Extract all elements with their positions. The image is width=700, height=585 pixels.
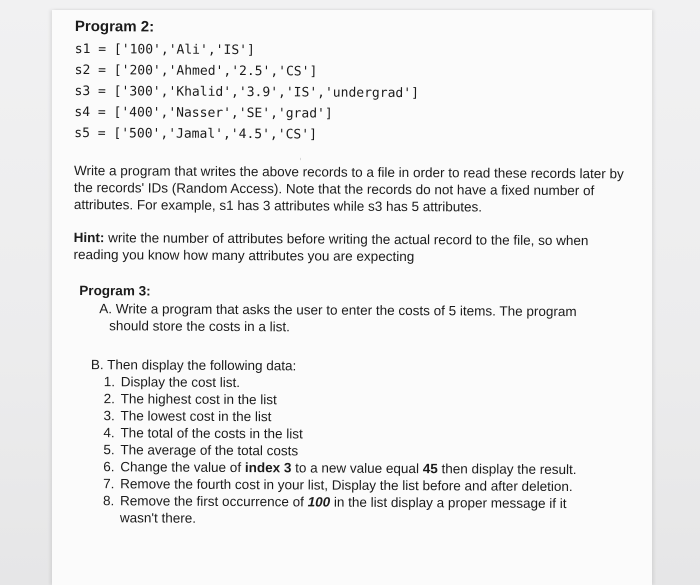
- item6-bold-index: index 3: [244, 460, 292, 476]
- code-line-s1: s1 = ['100','Ali','IS']: [74, 41, 255, 59]
- hint-label: Hint:: [73, 229, 105, 246]
- code-line-s3: s3 = ['300','Khalid','3.9','IS','undergrad']: [74, 83, 419, 102]
- program3-title: Program 3:: [79, 283, 151, 299]
- program3-part-a: A. Write a program that asks the user to enter the costs of 5 items. The program should store the costs in a list.: [99, 301, 577, 335]
- code-line-s4: s4 = ['400','Nasser','SE','grad']: [74, 104, 333, 122]
- program3-task-list: [78, 373, 633, 529]
- program3-section: [78, 283, 633, 529]
- list-item: 7. Remove the fourth cost in your list, Display the list before and after deletion.: [118, 475, 632, 495]
- item6-text-mid: to a new value equal: [291, 460, 423, 477]
- list-item: 1. Display the cost list.: [119, 373, 633, 393]
- item6-text-post: then display the result.: [437, 461, 577, 478]
- document-content: [72, 18, 635, 529]
- item6-bold-value: 45: [422, 461, 438, 477]
- list-item: 3. The lowest cost in the list: [119, 407, 633, 427]
- code-line-s2: s2 = ['200','Ahmed','2.5','CS']: [74, 62, 318, 80]
- code-block: [74, 39, 635, 147]
- text-cursor-icon: [300, 151, 301, 167]
- list-item: [118, 492, 580, 529]
- code-line-s5: s5 = ['500','Jamal','4.5','CS']: [74, 125, 317, 143]
- program2-description: Write a program that writes the above records to a file in order to read these records later by the records' IDs (Random Access). Note that the records do not have a fixed number of attributes. For example, s1 has 3 attributes while s3 has 5 attributes.: [73, 162, 624, 215]
- item8-text-pre: Remove the first occurrence of: [120, 493, 308, 510]
- program2-hint: [74, 229, 634, 266]
- list-item: 5. The average of the total costs: [118, 441, 632, 461]
- item8-bold-value: 100: [307, 494, 331, 510]
- list-item: 4. The total of the costs in the list: [118, 424, 632, 444]
- item6-text-pre: Change the value of: [120, 459, 245, 476]
- program3-part-b-title: B. Then display the following data:: [90, 357, 297, 374]
- hint-text: write the number of attributes before writing the actual record to the file, so when reading you know how many attributes you are expecting: [73, 230, 589, 265]
- list-item: 2. The highest cost in the list: [119, 390, 633, 410]
- item8-text-post: in the list display a proper message if it wasn't there.: [119, 494, 567, 526]
- program2-title: Program 2:: [74, 18, 155, 36]
